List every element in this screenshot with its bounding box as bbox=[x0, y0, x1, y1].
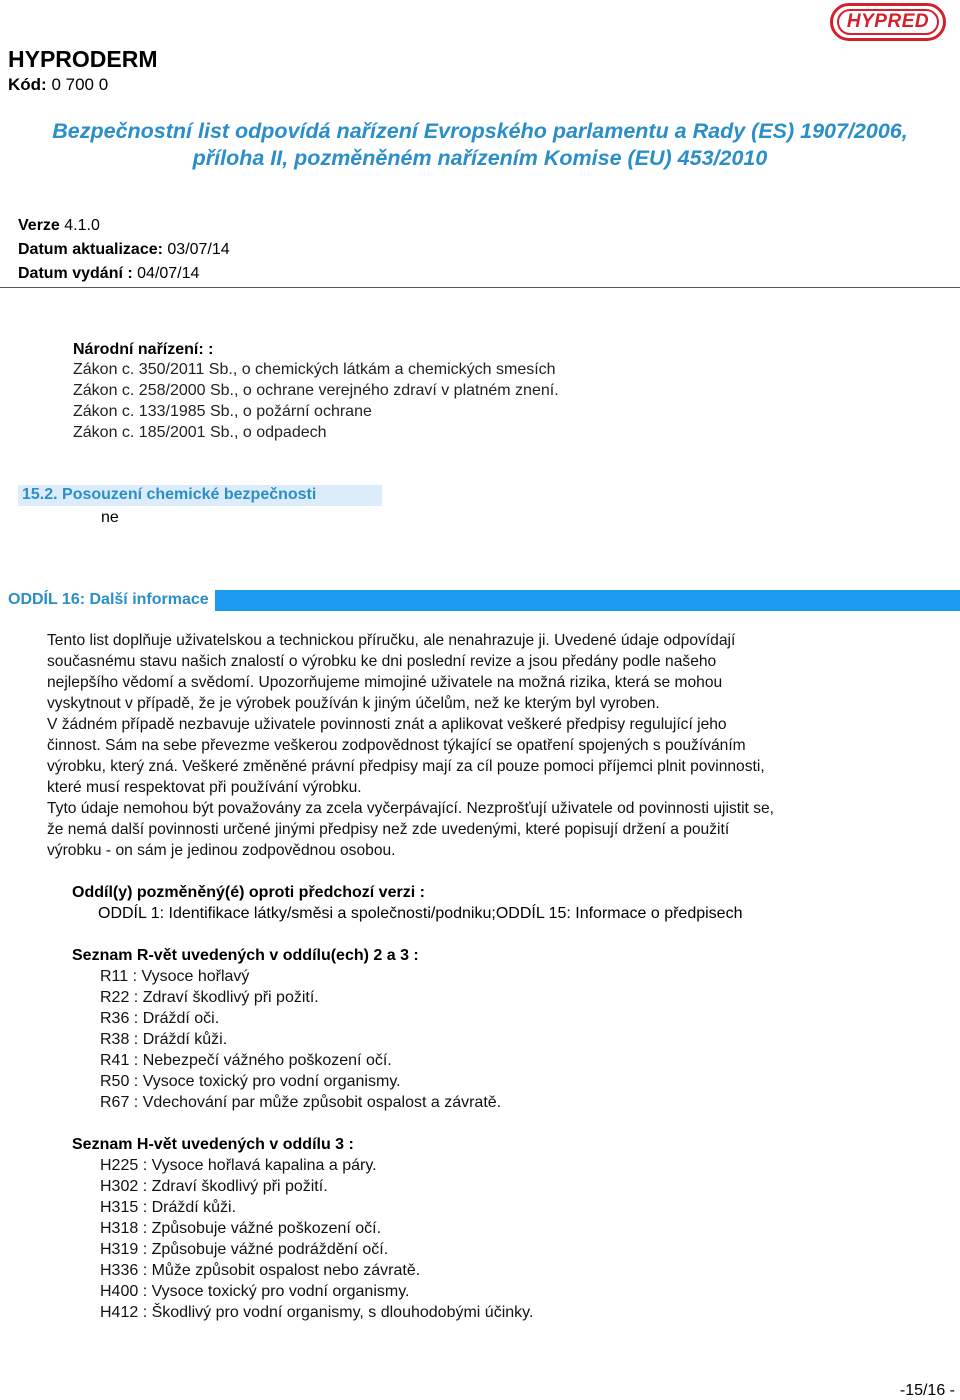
hypred-logo bbox=[830, 3, 946, 41]
h-phrase-item: H302 : Zdraví škodlivý při požití. bbox=[100, 1178, 328, 1195]
section-16-header bbox=[0, 590, 960, 611]
section-16-title: ODDÍL 16: Další informace bbox=[8, 591, 209, 608]
r-phrase-item: R36 : Dráždí oči. bbox=[100, 1010, 220, 1027]
paragraph-line: že nemá další povinnosti určené jinými předpisy než zde uvedenými, které popisují držení a použití bbox=[47, 821, 730, 838]
r-phrase-item: R22 : Zdraví škodlivý při požití. bbox=[100, 989, 319, 1006]
update-date bbox=[18, 241, 230, 259]
section-16-paragraph-2 bbox=[47, 714, 845, 798]
r-phrase-item: R50 : Vysoce toxický pro vodní organismy. bbox=[100, 1073, 401, 1090]
paragraph-line: Tento list doplňuje uživatelskou a technickou příručku, ale nenahrazuje ji. Uvedené údaje odpovídají bbox=[47, 632, 736, 649]
paragraph-line: činnost. Sám na sebe převezme veškerou zodpovědnost týkající se opatření spojených s používáním bbox=[47, 737, 746, 754]
paragraph-line: vyskytnout v případě, že je výrobek používán k jiným účelům, než ke kterým byl vyroben. bbox=[47, 695, 660, 712]
product-code bbox=[8, 75, 108, 95]
version bbox=[18, 217, 100, 235]
h-phrase-item: H225 : Vysoce hořlavá kapalina a páry. bbox=[100, 1157, 377, 1174]
product-code-value: 0 700 0 bbox=[51, 75, 109, 94]
section-16-paragraph-1 bbox=[47, 630, 845, 714]
changed-sections-value: ODDÍL 1: Identifikace látky/směsi a společnosti/podniku;ODDÍL 15: Informace o předpisech bbox=[98, 905, 743, 922]
paragraph-line: V žádném případě nezbavuje uživatele povinnosti znát a aplikovat veškeré předpisy regulující jeho bbox=[47, 716, 727, 733]
section-16-title-box bbox=[0, 590, 215, 611]
h-phrase-item: H315 : Dráždí kůži. bbox=[100, 1199, 237, 1216]
section-15-2-value: ne bbox=[101, 509, 119, 526]
header-divider bbox=[0, 287, 960, 288]
h-phrase-item: H412 : Škodlivý pro vodní organismy, s dlouhodobými účinky. bbox=[100, 1304, 534, 1321]
version-value: 4.1.0 bbox=[64, 217, 100, 234]
paragraph-line: nejlepšího vědomí a svědomí. Upozorňujeme mimojiné uživatele na možná rizika, která se mohou bbox=[47, 674, 723, 691]
paragraph-line: výrobku - on sám je jedinou zodpovědnou osobou. bbox=[47, 842, 396, 859]
h-phrase-item: H400 : Vysoce toxický pro vodní organismy. bbox=[100, 1283, 410, 1300]
product-code-label: Kód: bbox=[8, 75, 47, 94]
law-item: Zákon c. 350/2011 Sb., o chemických látkám a chemických smesích bbox=[73, 361, 556, 378]
version-label: Verze bbox=[18, 217, 60, 234]
section-15-2-title: 15.2. Posouzení chemické bezpečnosti bbox=[22, 486, 317, 503]
page-number: -15/16 - bbox=[899, 1382, 955, 1399]
r-phrases-heading: Seznam R-vět uvedených v oddílu(ech) 2 a 3 : bbox=[72, 947, 419, 964]
hypred-logo-text: HYPRED bbox=[837, 9, 939, 35]
law-item: Zákon c. 185/2001 Sb., o odpadech bbox=[73, 424, 327, 441]
issue-date-value: 04/07/14 bbox=[137, 265, 200, 282]
update-date-value: 03/07/14 bbox=[167, 241, 230, 258]
paragraph-line: které musí respektovat při používání výrobku. bbox=[47, 779, 362, 796]
h-phrase-item: H319 : Způsobuje vážné podráždění očí. bbox=[100, 1241, 389, 1258]
h-phrase-item: H318 : Způsobuje vážné poškození očí. bbox=[100, 1220, 382, 1237]
product-name: HYPRODERM bbox=[8, 46, 158, 72]
changed-sections-heading: Oddíl(y) pozměněný(é) oproti předchozí verzi : bbox=[72, 884, 425, 901]
law-item: Zákon c. 133/1985 Sb., o požární ochrane bbox=[73, 403, 372, 420]
update-date-label: Datum aktualizace: bbox=[18, 241, 163, 258]
regulation-title-line-2: příloha II, pozměněném nařízením Komise (EU) 453/2010 bbox=[192, 146, 768, 170]
r-phrase-item: R41 : Nebezpečí vážného poškození očí. bbox=[100, 1052, 392, 1069]
issue-date bbox=[18, 265, 199, 283]
r-phrase-item: R38 : Dráždí kůži. bbox=[100, 1031, 228, 1048]
section-16-paragraph-3 bbox=[47, 798, 845, 861]
issue-date-label: Datum vydání : bbox=[18, 265, 133, 282]
r-phrase-item: R11 : Vysoce hořlavý bbox=[100, 968, 250, 985]
regulation-title-line-1: Bezpečnostní list odpovídá nařízení Evropského parlamentu a Rady (ES) 1907/2006, bbox=[52, 119, 908, 143]
paragraph-line: výrobku, který zná. Veškeré změněné právní předpisy mají za cíl pouze pomoci příjemci plnit povinnosti, bbox=[47, 758, 765, 775]
section-15-2-header bbox=[18, 485, 382, 506]
paragraph-line: Tyto údaje nemohou být považovány za zcela vyčerpávající. Nezprošťují uživatele od povinnosti ujistit se, bbox=[47, 800, 775, 817]
h-phrase-item: H336 : Může způsobit ospalost nebo závratě. bbox=[100, 1262, 421, 1279]
r-phrase-item: R67 : Vdechování par může způsobit ospalost a závratě. bbox=[100, 1094, 502, 1111]
law-item: Zákon c. 258/2000 Sb., o ochrane verejného zdraví v platném znení. bbox=[73, 382, 559, 399]
h-phrases-heading: Seznam H-vět uvedených v oddílu 3 : bbox=[72, 1136, 354, 1153]
paragraph-line: současnému stavu našich znalostí o výrobku ke dni poslední revize a jsou předány podle našeho bbox=[47, 653, 717, 670]
national-regulations-heading: Národní nařízení: : bbox=[73, 341, 214, 358]
